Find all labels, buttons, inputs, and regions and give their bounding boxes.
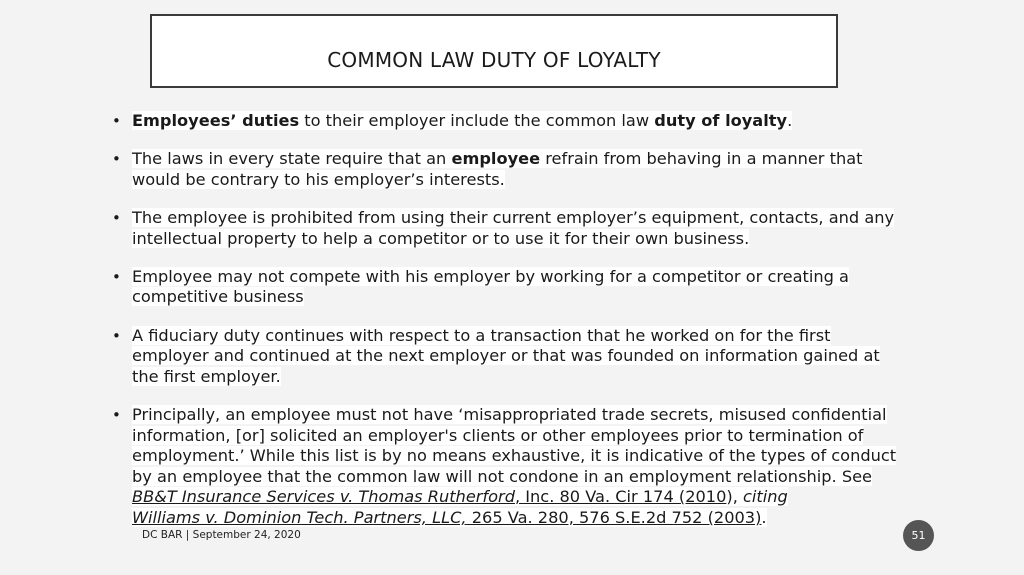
bullet-item: [110, 405, 900, 529]
bullet-1-bold-2: duty of loyalty: [654, 111, 788, 130]
citing-label: citing: [743, 487, 788, 507]
bullet-item: [110, 208, 900, 249]
bullet-2-text-2: refrain from behaving in a manner that would be contrary to his employer’s interests.: [132, 149, 863, 189]
bullet-2-bold: employee: [451, 149, 541, 169]
bullet-5-text: A fiduciary duty continues with respect to a transaction that he worked on for the first employer and continued at the next employer or that was founded on information gained at the first employer.: [132, 325, 880, 386]
bullet-1-text-1: to their employer include the common law: [299, 111, 655, 130]
case-citation-2: Williams v. Dominion Tech. Partners, LLC,: [132, 507, 467, 527]
bullet-4-text: Employee may not compete with his employer by working for a competitor or creating a competitive business: [132, 266, 849, 307]
bullet-item: [110, 267, 900, 308]
bullet-item: [110, 326, 900, 388]
bullet-6-text: Principally, an employee must not have ‘misappropriated trade secrets, misused confidential information, [or] solicited an employer's clients or other employees prior to termination of employment.’ While this list is by no means exhaustive, it is indicative of the types of conduct by an employee that the common law will not condone in an employment relationship. See: [132, 404, 897, 486]
case-citation-1-reporter: , Inc. 80 Va. Cir 174 (2010: [514, 487, 727, 507]
bullet-1-text-2: .: [787, 111, 793, 130]
slide-title: COMMON LAW DUTY OF LOYALTY: [327, 48, 661, 72]
title-box: [150, 14, 838, 88]
bullet-list: [110, 111, 900, 546]
case-citation-1: BB&T Insurance Services v. Thomas Rutherford: [132, 487, 515, 507]
page-number-badge: 51: [903, 520, 934, 551]
bullet-2-text-1: The laws in every state require that an: [132, 149, 452, 169]
bullet-item: [110, 111, 900, 132]
bullet-3-text: The employee is prohibited from using their current employer’s equipment, contacts, and any intellectual property to help a competitor or to use it for their own business.: [132, 207, 895, 248]
bullet-1-bold-1: Employees’ duties: [132, 111, 300, 130]
bullet-item: [110, 149, 900, 190]
bullet-6-text-2: ),: [726, 487, 744, 507]
bullet-6-text-3: .: [761, 507, 767, 527]
case-citation-2-reporter: 265 Va. 280, 576 S.E.2d 752 (2003): [466, 507, 762, 527]
slide-footer: DC BAR | September 24, 2020: [142, 529, 301, 541]
